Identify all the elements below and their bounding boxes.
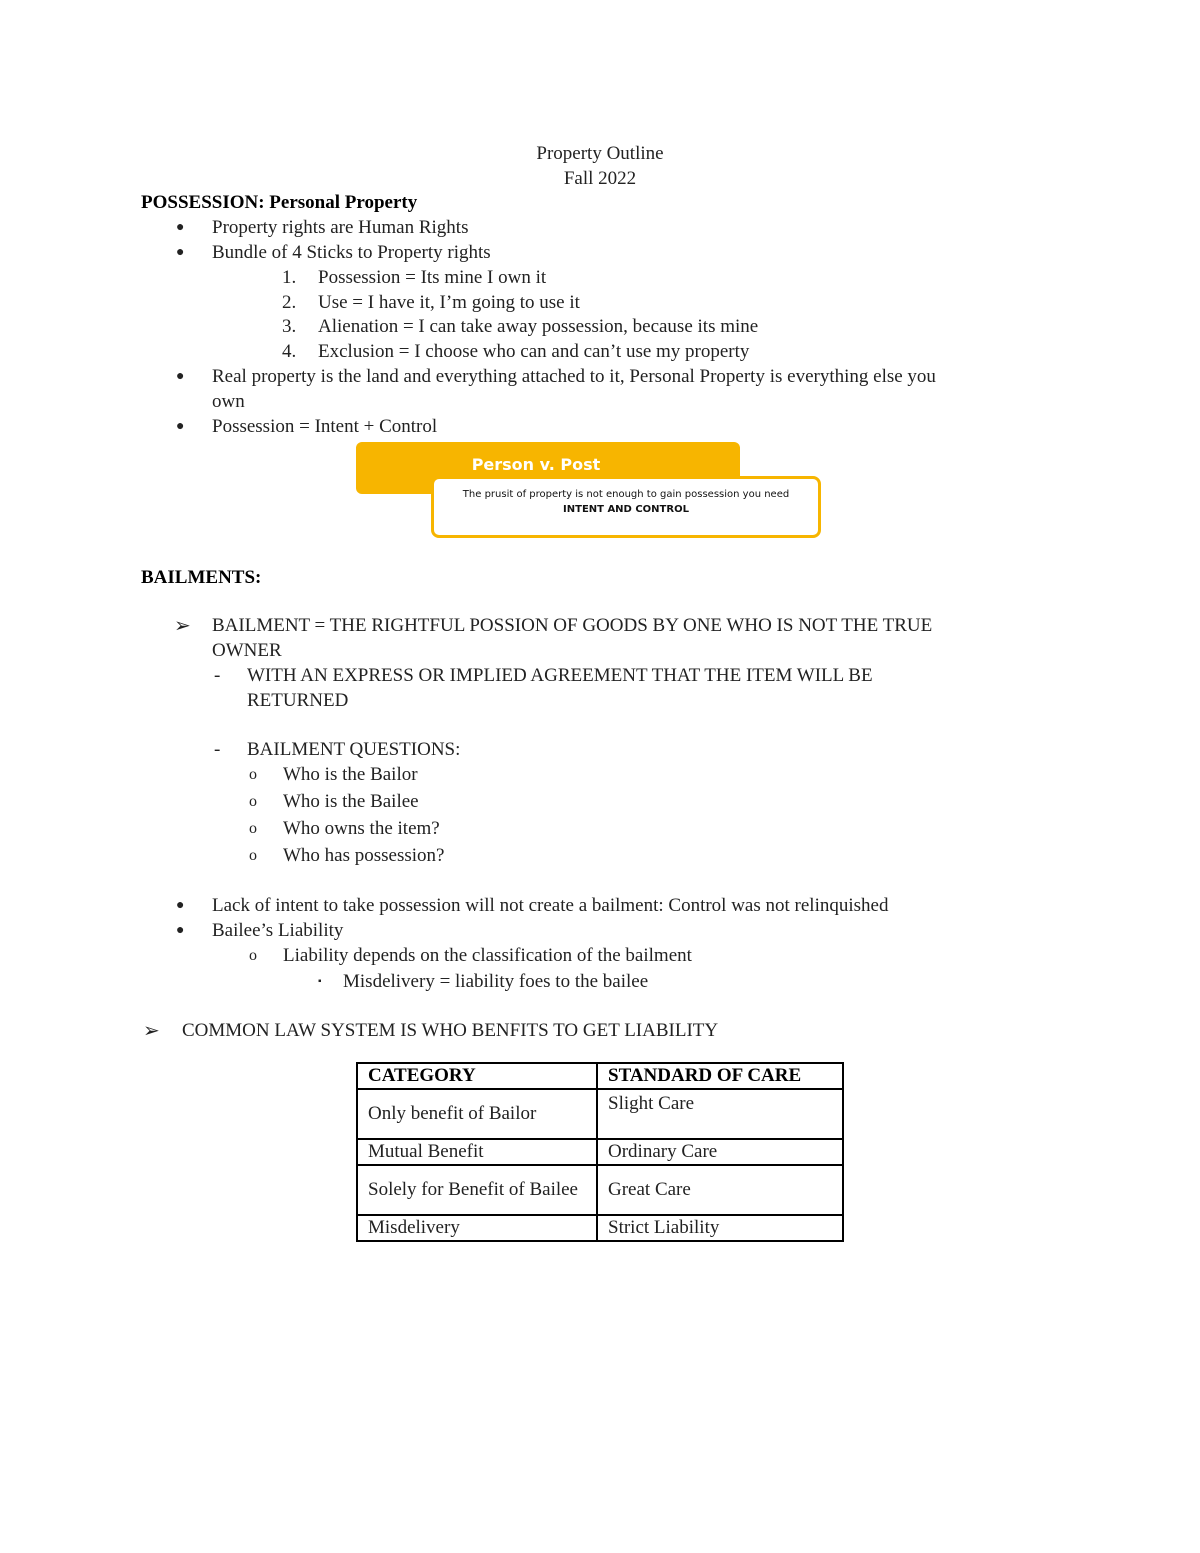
bailments-heading: BAILMENTS: bbox=[141, 567, 262, 588]
table-cell-category: Solely for Benefit of Bailee bbox=[357, 1165, 597, 1215]
table-cell-standard: Ordinary Care bbox=[597, 1139, 843, 1165]
bullet-icon: ● bbox=[176, 898, 185, 913]
callout-title: Person v. Post bbox=[471, 455, 601, 474]
table-cell-standard: Great Care bbox=[597, 1165, 843, 1215]
bullet-item: Real property is the land and everything attached to it, Personal Property is everything else you bbox=[212, 366, 936, 387]
bailment-questions-heading: BAILMENT QUESTIONS: bbox=[247, 739, 461, 760]
circle-bullet-icon: o bbox=[249, 820, 257, 837]
list-number: 4. bbox=[282, 341, 297, 362]
dash-bullet: - bbox=[214, 739, 221, 760]
bullet-icon: ● bbox=[176, 369, 185, 384]
table-row bbox=[357, 1139, 843, 1165]
question-item: Who owns the item? bbox=[283, 818, 440, 839]
table-row bbox=[357, 1165, 843, 1215]
column-header-standard: STANDARD OF CARE bbox=[597, 1063, 843, 1089]
table-cell-standard: Strict Liability bbox=[597, 1215, 843, 1241]
table-cell-category: Misdelivery bbox=[357, 1215, 597, 1241]
bailment-agreement-continued: RETURNED bbox=[247, 690, 349, 711]
circle-bullet-icon: o bbox=[249, 793, 257, 810]
table-cell-standard: Slight Care bbox=[597, 1089, 843, 1139]
list-number: 2. bbox=[282, 292, 297, 313]
question-item: Who is the Bailee bbox=[283, 791, 419, 812]
possession-heading: POSSESSION: Personal Property bbox=[141, 192, 418, 213]
misdelivery-item: Misdelivery = liability foes to the bailee bbox=[343, 971, 649, 992]
bullet-icon: ● bbox=[176, 419, 185, 434]
liability-item: Liability depends on the classification of the bailment bbox=[283, 945, 692, 966]
table-header-row bbox=[357, 1063, 843, 1089]
circle-bullet-icon: o bbox=[249, 947, 257, 964]
arrow-bullet-icon: ➢ bbox=[143, 1020, 160, 1042]
document-term: Fall 2022 bbox=[563, 168, 637, 189]
bailment-agreement: WITH AN EXPRESS OR IMPLIED AGREEMENT THAT THE ITEM WILL BE bbox=[247, 665, 873, 686]
circle-bullet-icon: o bbox=[249, 766, 257, 783]
stick-item: Possession = Its mine I own it bbox=[318, 267, 547, 288]
bullet-item: Possession = Intent + Control bbox=[212, 416, 438, 437]
bullet-item-continued: own bbox=[212, 391, 245, 412]
bullet-item: Bailee’s Liability bbox=[212, 920, 344, 941]
column-header-category: CATEGORY bbox=[357, 1063, 597, 1089]
table-cell-category: Mutual Benefit bbox=[357, 1139, 597, 1165]
bullet-icon: ● bbox=[176, 220, 185, 235]
table-row bbox=[357, 1215, 843, 1241]
square-bullet-icon: ▪ bbox=[318, 976, 322, 987]
question-item: Who has possession? bbox=[283, 845, 445, 866]
standard-of-care-table bbox=[356, 1062, 844, 1242]
list-number: 3. bbox=[282, 316, 297, 337]
question-item: Who is the Bailor bbox=[283, 764, 418, 785]
table-row bbox=[357, 1089, 843, 1139]
common-law-line: COMMON LAW SYSTEM IS WHO BENFITS TO GET LIABILITY bbox=[182, 1020, 719, 1041]
bullet-icon: ● bbox=[176, 923, 185, 938]
callout-text-emphasis: INTENT AND CONTROL bbox=[563, 504, 689, 515]
bullet-item: Property rights are Human Rights bbox=[212, 217, 469, 238]
bailment-definition-continued: OWNER bbox=[212, 640, 282, 661]
callout-text bbox=[431, 487, 821, 517]
document-title: Property Outline bbox=[536, 143, 664, 164]
table-cell-category: Only benefit of Bailor bbox=[357, 1089, 597, 1139]
circle-bullet-icon: o bbox=[249, 847, 257, 864]
stick-item: Exclusion = I choose who can and can’t use my property bbox=[318, 341, 750, 362]
arrow-bullet-icon: ➢ bbox=[174, 615, 191, 637]
stick-item: Alienation = I can take away possession, because its mine bbox=[318, 316, 759, 337]
list-number: 1. bbox=[282, 267, 297, 288]
callout-text-line: The prusit of property is not enough to gain possession you need bbox=[462, 489, 790, 500]
bullet-item: Bundle of 4 Sticks to Property rights bbox=[212, 242, 491, 263]
stick-item: Use = I have it, I’m going to use it bbox=[318, 292, 580, 313]
bullet-item: Lack of intent to take possession will not create a bailment: Control was not relinquished bbox=[212, 895, 889, 916]
bailment-definition: BAILMENT = THE RIGHTFUL POSSION OF GOODS BY ONE WHO IS NOT THE TRUE bbox=[212, 615, 933, 636]
dash-bullet: - bbox=[214, 665, 221, 686]
bullet-icon: ● bbox=[176, 245, 185, 260]
